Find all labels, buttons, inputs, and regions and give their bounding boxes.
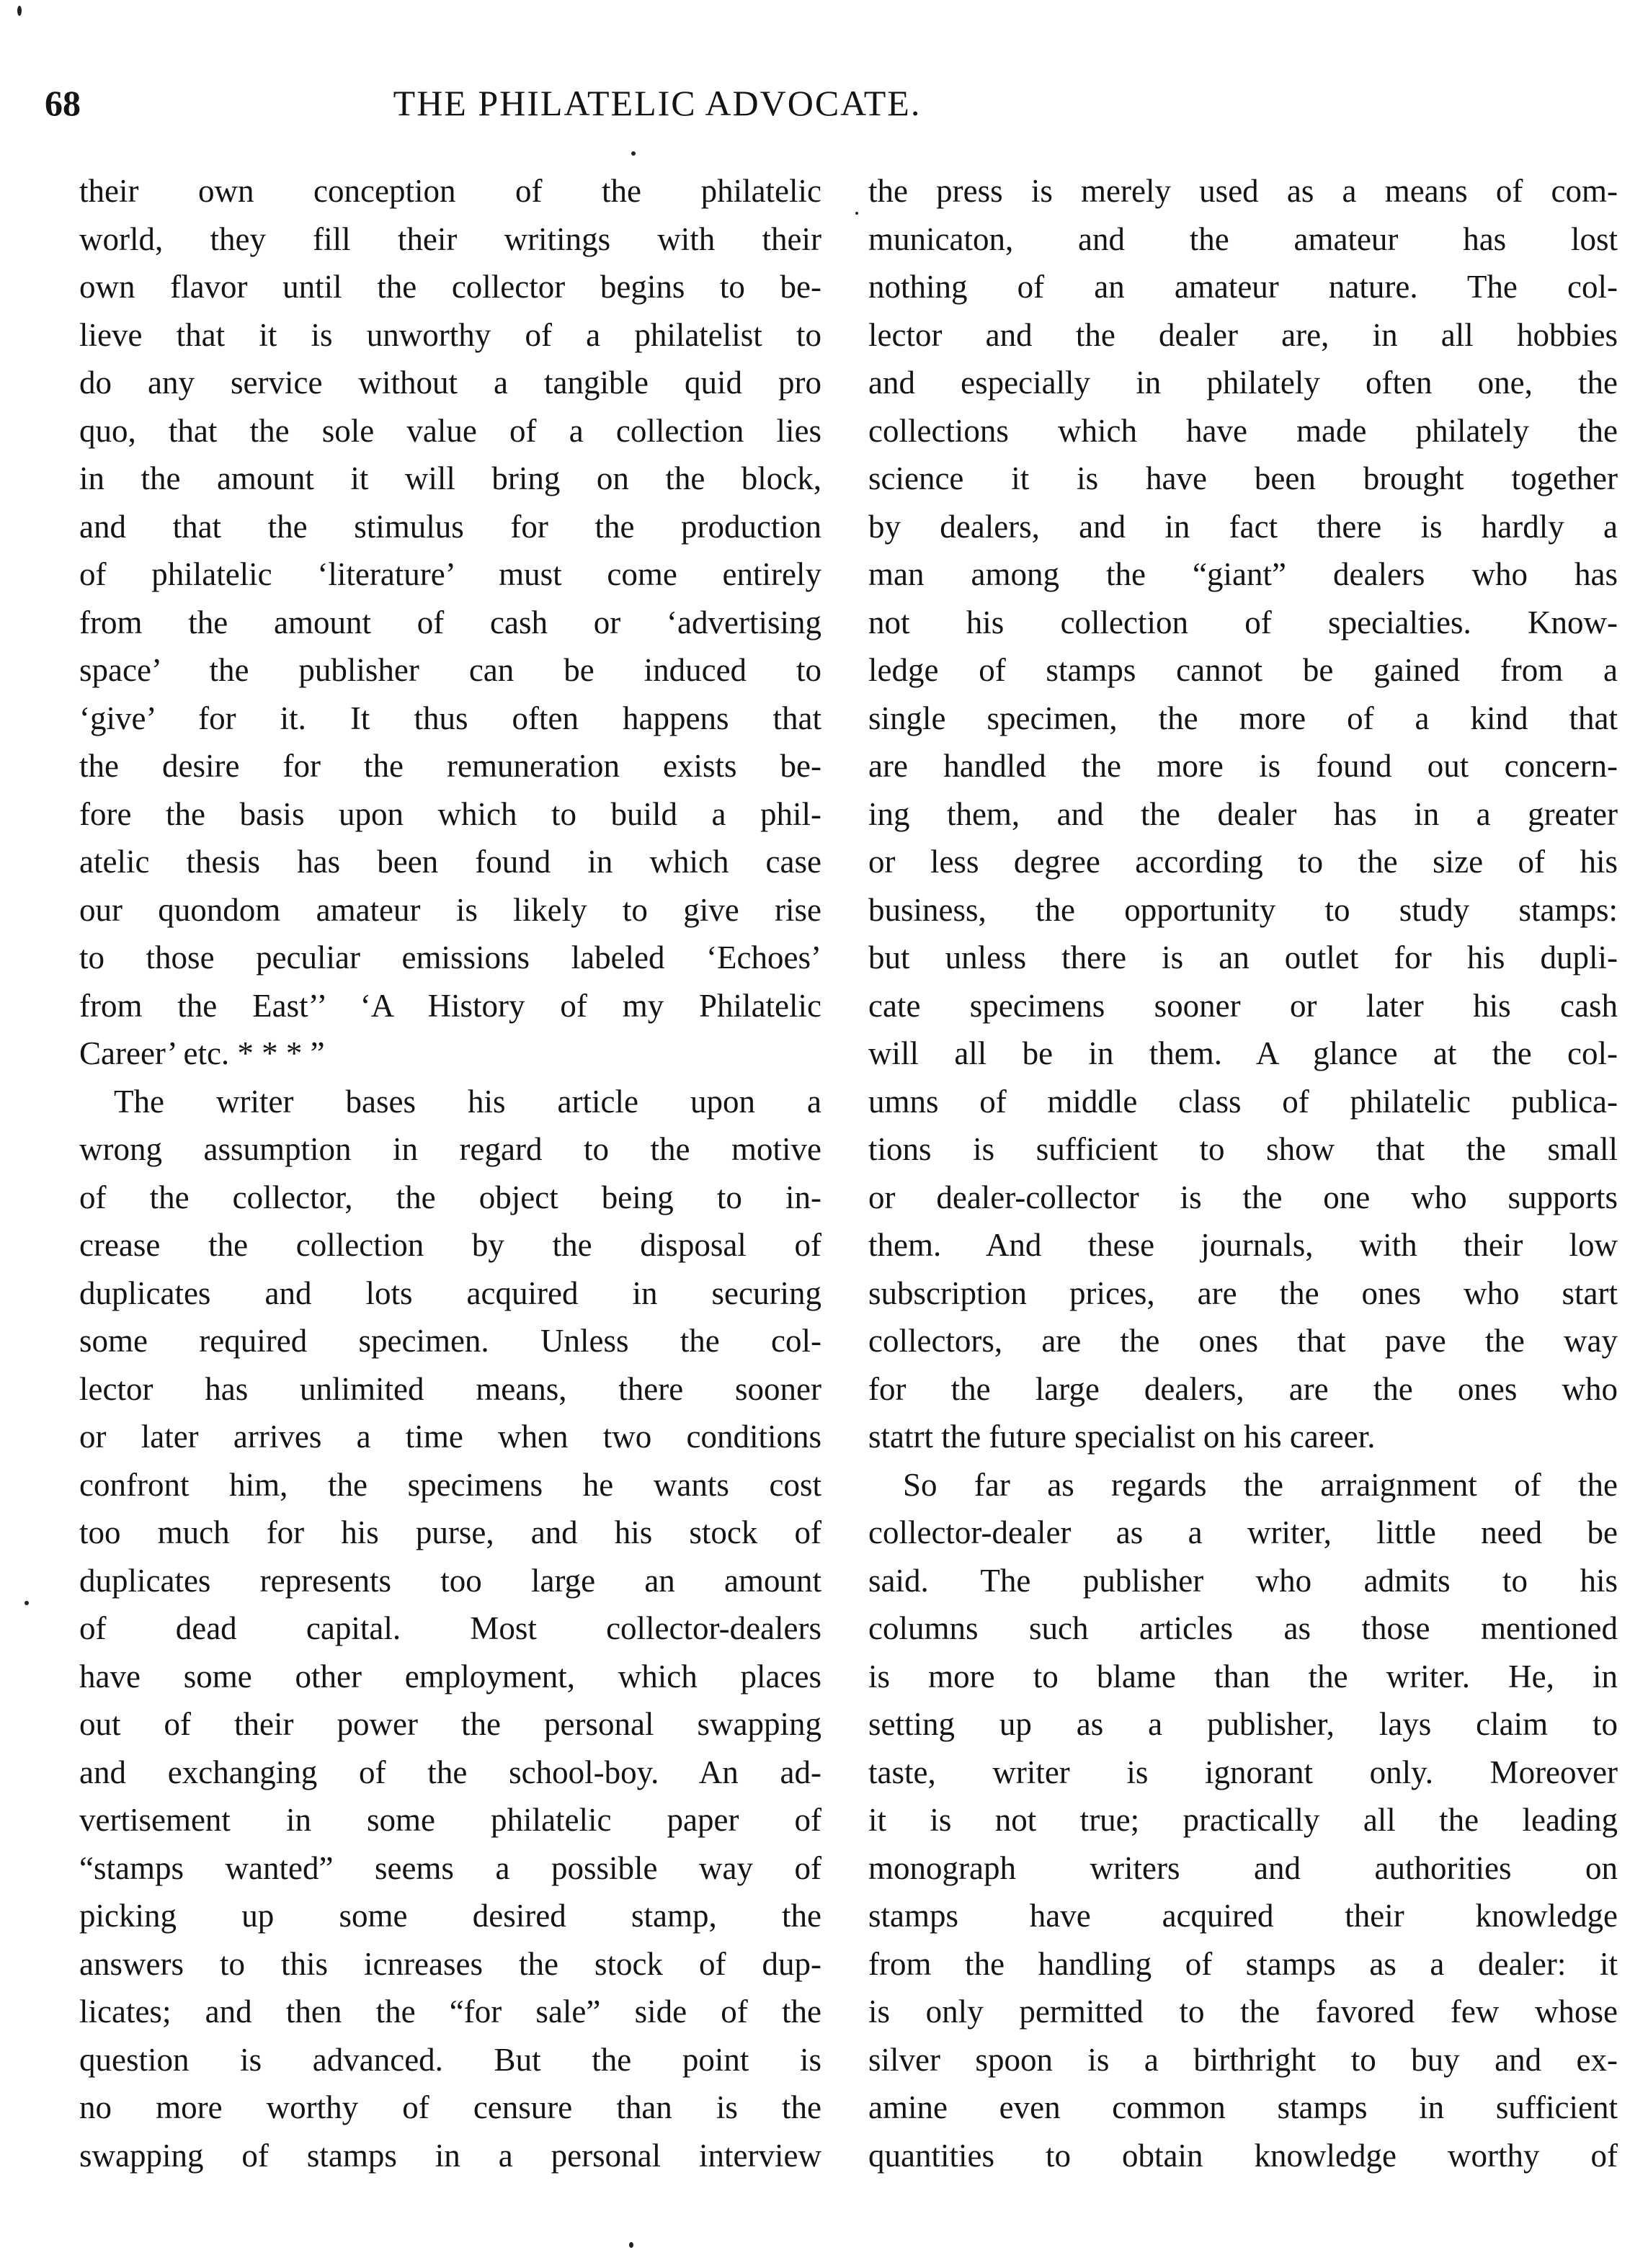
text-line: world, they fill their writings with their — [79, 220, 821, 257]
text-line: them. And these journals, with their low — [868, 1227, 1618, 1263]
text-line: subscription prices, are the ones who start — [868, 1274, 1618, 1311]
text-line: municaton, and the amateur has lost — [868, 220, 1618, 257]
text-line: and exchanging of the school-boy. An ad- — [79, 1754, 821, 1790]
text-line: fore the basis upon which to build a phil- — [79, 795, 821, 832]
text-line: collectors, are the ones that pave the way — [868, 1323, 1618, 1359]
text-line: tions is sufficient to show that the small — [868, 1131, 1618, 1167]
text-line: ledge of stamps cannot be gained from a — [868, 652, 1618, 688]
text-line: from the handling of stamps as a dealer: it — [868, 1945, 1618, 1982]
text-line: and especially in philately often one, the — [868, 365, 1618, 401]
text-line: from the amount of cash or ‘advertising — [79, 604, 821, 640]
right-column — [868, 167, 1618, 2179]
text-line: said. The publisher who admits to his — [868, 1562, 1618, 1599]
text-line: not his collection of specialties. Know- — [868, 604, 1618, 640]
text-line: licates; and then the “for sale” side of the — [79, 1994, 821, 2030]
text-line: setting up as a publisher, lays claim to — [868, 1706, 1618, 1742]
text-line: their own conception of the philatelic — [79, 173, 821, 209]
text-line: and that the stimulus for the production — [79, 508, 821, 545]
left-column — [79, 167, 821, 2179]
text-line: nothing of an amateur nature. The col- — [868, 269, 1618, 305]
text-line: atelic thesis has been found in which case — [79, 844, 821, 880]
text-line: too much for his purse, and his stock of — [79, 1514, 821, 1550]
text-line: The writer bases his article upon a — [114, 1083, 821, 1120]
text-line: of the collector, the object being to in- — [79, 1179, 821, 1215]
text-line: or later arrives a time when two conditions — [79, 1419, 821, 1455]
text-line: no more worthy of censure than is the — [79, 2089, 821, 2125]
text-line: cate specimens sooner or later his cash — [868, 987, 1618, 1024]
text-line: space’ the publisher can be induced to — [79, 652, 821, 688]
text-line: taste, writer is ignorant only. Moreover — [868, 1754, 1618, 1790]
print-speck — [629, 2242, 633, 2248]
print-speck — [25, 1601, 29, 1605]
text-line: ing them, and the dealer has in a greater — [868, 795, 1618, 832]
print-speck — [17, 6, 22, 16]
text-line: stamps have acquired their knowledge — [868, 1898, 1618, 1934]
text-line: our quondom amateur is likely to give rise — [79, 891, 821, 928]
page-number: 68 — [45, 83, 81, 123]
text-line: do any service without a tangible quid pro — [79, 365, 821, 401]
text-line: vertisement in some philatelic paper of — [79, 1802, 821, 1838]
text-line: picking up some desired stamp, the — [79, 1898, 821, 1934]
text-line: from the East’’ ‘A History of my Philatelic — [79, 987, 821, 1024]
text-line: collector-dealer as a writer, little need be — [868, 1514, 1618, 1550]
text-line: answers to this icnreases the stock of dup- — [79, 1945, 821, 1982]
text-line: of philatelic ‘literature’ must come entirely — [79, 556, 821, 592]
text-line: columns such articles as those mentioned — [868, 1610, 1618, 1646]
text-line: So far as regards the arraignment of the — [903, 1466, 1618, 1503]
text-line: swapping of stamps in a personal interview — [79, 2137, 821, 2174]
text-line: or dealer-collector is the one who supports — [868, 1179, 1618, 1215]
text-line: ‘give’ for it. It thus often happens that — [79, 700, 821, 736]
running-title: THE PHILATELIC ADVOCATE. — [393, 83, 922, 123]
text-line: “stamps wanted” seems a possible way of — [79, 1849, 821, 1886]
text-line: lieve that it is unworthy of a philatelist to — [79, 316, 821, 353]
text-line: in the amount it will bring on the block, — [79, 460, 821, 496]
text-line: to those peculiar emissions labeled ‘Echoes’ — [79, 939, 821, 975]
page-header — [45, 78, 1601, 128]
text-line: quo, that the sole value of a collection lies — [79, 412, 821, 449]
text-line: but unless there is an outlet for his dupli- — [868, 939, 1618, 975]
text-line: lector has unlimited means, there sooner — [79, 1370, 821, 1407]
text-line: by dealers, and in fact there is hardly a — [868, 508, 1618, 545]
text-line: wrong assumption in regard to the motive — [79, 1131, 821, 1167]
text-line: umns of middle class of philatelic publica- — [868, 1083, 1618, 1120]
text-line: collections which have made philately the — [868, 412, 1618, 449]
text-line: will all be in them. A glance at the col- — [868, 1035, 1618, 1071]
text-line: it is not true; practically all the leading — [868, 1802, 1618, 1838]
text-line: quantities to obtain knowledge worthy of — [868, 2137, 1618, 2174]
print-speck — [631, 151, 636, 156]
text-line: silver spoon is a birthright to buy and ex- — [868, 2041, 1618, 2078]
text-line: own flavor until the collector begins to be- — [79, 269, 821, 305]
text-line: of dead capital. Most collector-dealers — [79, 1610, 821, 1646]
text-line: some required specimen. Unless the col- — [79, 1323, 821, 1359]
text-line: is only permitted to the favored few whose — [868, 1994, 1618, 2030]
text-line: the desire for the remuneration exists be- — [79, 748, 821, 784]
text-line: or less degree according to the size of his — [868, 844, 1618, 880]
text-line: single specimen, the more of a kind that — [868, 700, 1618, 736]
text-line: confront him, the specimens he wants cost — [79, 1466, 821, 1503]
print-speck — [855, 212, 858, 215]
text-line: duplicates represents too large an amount — [79, 1562, 821, 1599]
text-line: duplicates and lots acquired in securing — [79, 1274, 821, 1311]
text-line: is more to blame than the writer. He, in — [868, 1658, 1618, 1695]
text-line: for the large dealers, are the ones who — [868, 1370, 1618, 1407]
text-line: amine even common stamps in sufficient — [868, 2089, 1618, 2125]
text-line: have some other employment, which places — [79, 1658, 821, 1695]
text-line: crease the collection by the disposal of — [79, 1227, 821, 1263]
text-line: man among the “giant” dealers who has — [868, 556, 1618, 592]
text-line: Career’ etc. * * * ” — [79, 1035, 325, 1071]
text-line: science it is have been brought together — [868, 460, 1618, 496]
text-line: business, the opportunity to study stamps: — [868, 891, 1618, 928]
text-line: monograph writers and authorities on — [868, 1849, 1618, 1886]
text-line: statrt the future specialist on his career. — [868, 1419, 1376, 1455]
text-line: are handled the more is found out concern- — [868, 748, 1618, 784]
text-line: out of their power the personal swapping — [79, 1706, 821, 1742]
text-line: the press is merely used as a means of com- — [868, 173, 1618, 209]
text-line: lector and the dealer are, in all hobbies — [868, 316, 1618, 353]
text-line: question is advanced. But the point is — [79, 2041, 821, 2078]
